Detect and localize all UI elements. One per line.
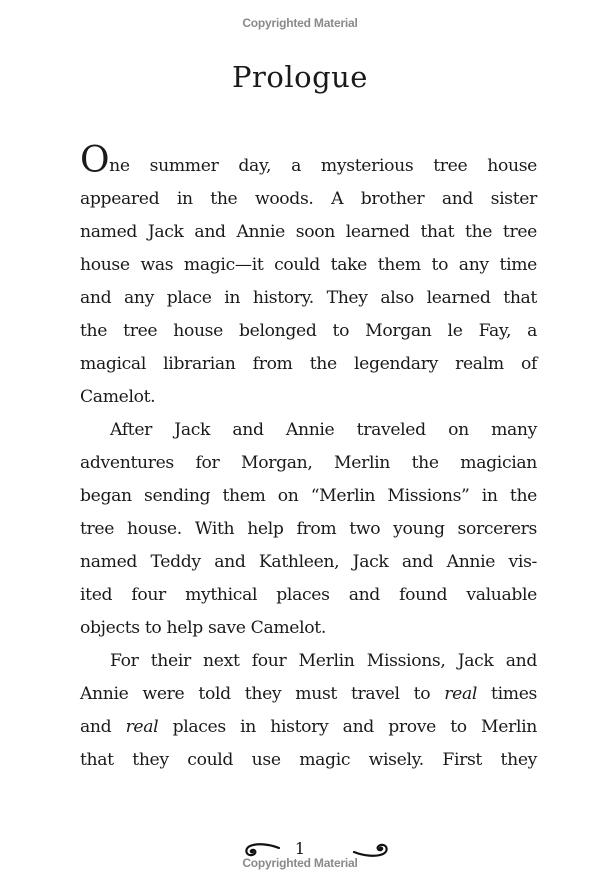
text-line: named Jack and Annie soon learned that the tree xyxy=(80,222,537,242)
text-line: Annie were told they must travel to real times xyxy=(80,684,537,704)
text-line: began sending them on “Merlin Missions” in the xyxy=(80,486,537,506)
text-line: the tree house belonged to Morgan le Fay, a xyxy=(80,321,537,341)
text-line: named Teddy and Kathleen, Jack and Annie vis- xyxy=(80,552,537,572)
drop-cap: O xyxy=(80,140,110,181)
body-text xyxy=(80,140,537,777)
text-line: that they could use magic wisely. First they xyxy=(80,750,537,770)
copyright-watermark-bottom: Copyrighted Material xyxy=(242,856,358,870)
emphasis: real xyxy=(444,684,478,704)
paragraph-3 xyxy=(80,645,537,777)
text-line: magical librarian from the legendary realm of xyxy=(80,354,537,374)
copyright-watermark-top: Copyrighted Material xyxy=(242,16,358,30)
text-line: appeared in the woods. A brother and sister xyxy=(80,189,537,209)
text-line: objects to help save Camelot. xyxy=(80,618,326,638)
text-line: and any place in history. They also learned that xyxy=(80,288,537,308)
page-number: 1 xyxy=(294,839,306,858)
text-line: For their next four Merlin Missions, Jack and xyxy=(110,651,537,671)
text-line: tree house. With help from two young sorcerers xyxy=(80,519,537,539)
text-line: One summer day, a mysterious tree house xyxy=(80,140,537,181)
chapter-title: Prologue xyxy=(232,60,368,94)
text-line: ited four mythical places and found valuable xyxy=(80,585,537,605)
text-line: house was magic—it could take them to any time xyxy=(80,255,537,275)
paragraph-1 xyxy=(80,140,537,414)
text-line: adventures for Morgan, Merlin the magician xyxy=(80,453,537,473)
text-line: Camelot. xyxy=(80,387,156,407)
paragraph-2 xyxy=(80,414,537,645)
text-line: After Jack and Annie traveled on many xyxy=(110,420,537,440)
emphasis: real xyxy=(125,717,159,737)
text-line: and real places in history and prove to Merlin xyxy=(80,717,537,737)
